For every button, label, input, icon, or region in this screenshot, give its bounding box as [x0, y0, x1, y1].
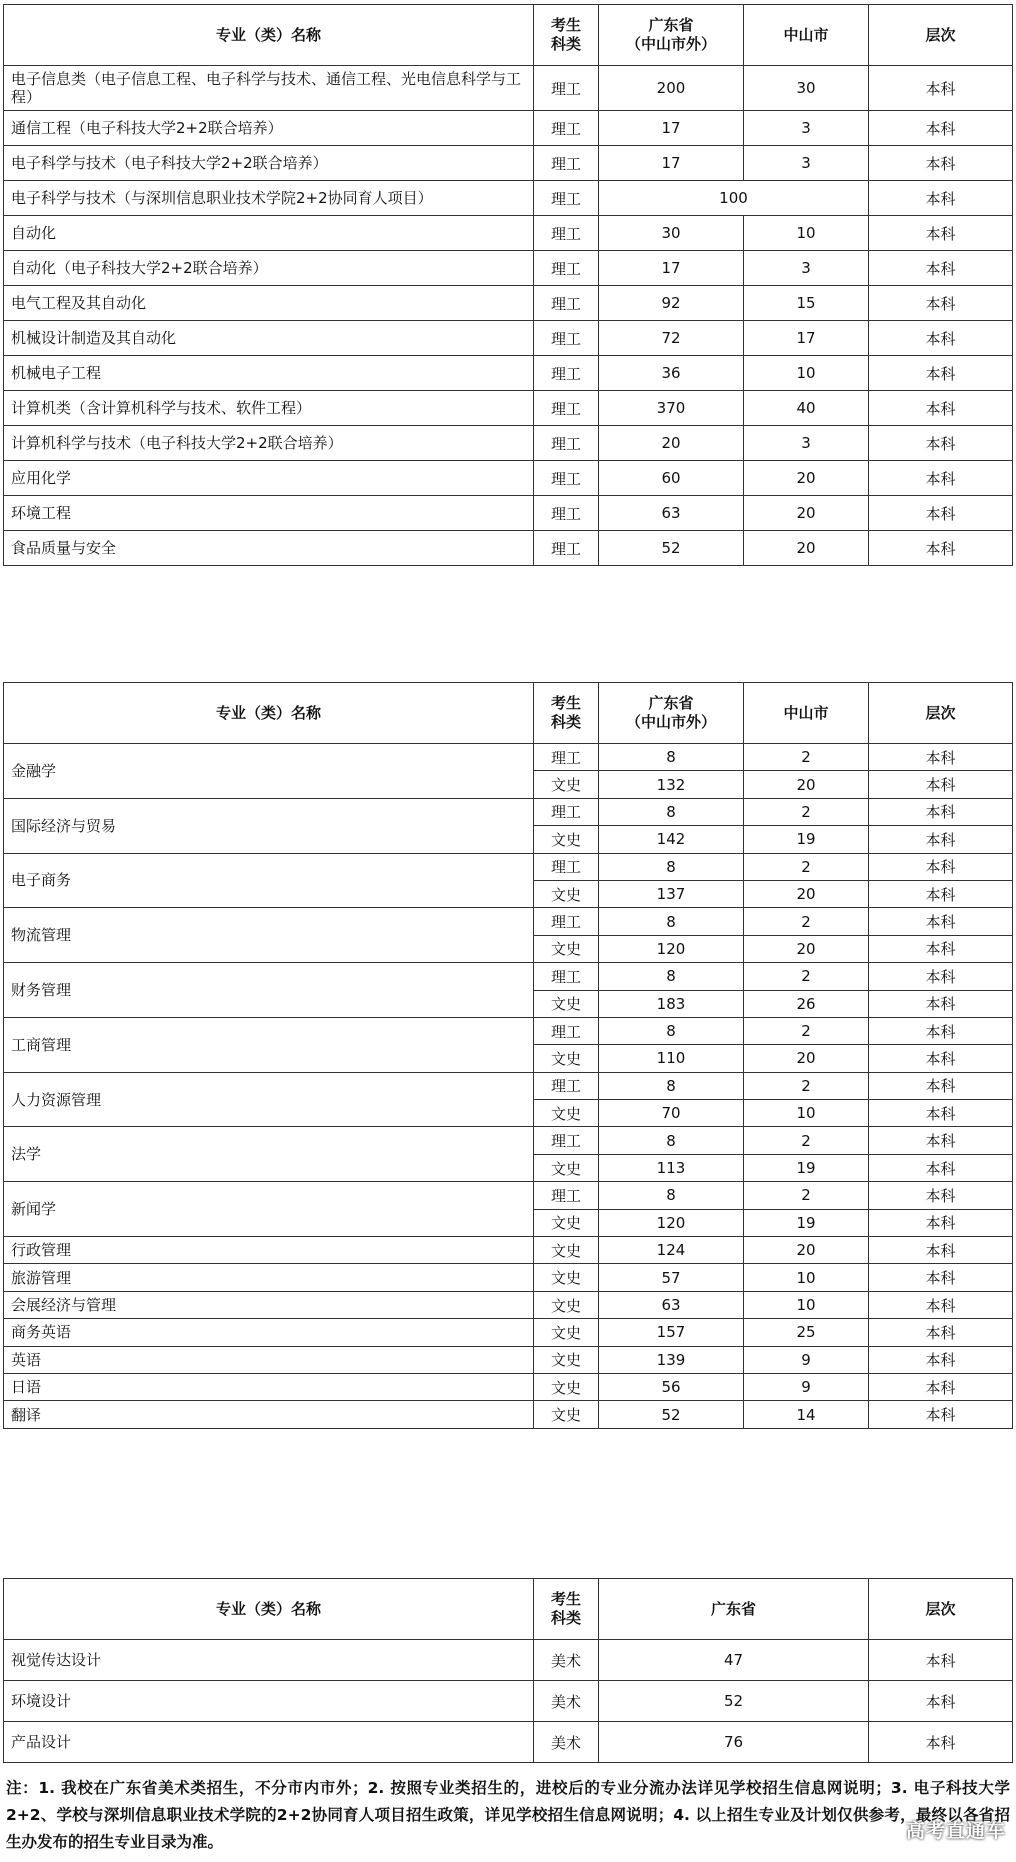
guangdong-quota: 30 [599, 216, 744, 251]
education-level: 本科 [869, 356, 1013, 391]
zhongshan-quota: 2 [744, 798, 869, 825]
subject-category: 文史 [534, 1264, 599, 1291]
subject-category: 文史 [534, 826, 599, 853]
zhongshan-quota: 2 [744, 744, 869, 771]
education-level: 本科 [869, 1373, 1013, 1400]
table-row [4, 426, 1013, 461]
education-level: 本科 [869, 1182, 1013, 1209]
major-name: 新闻学 [4, 1182, 534, 1237]
education-level: 本科 [869, 935, 1013, 962]
header-subject: 考生 科类 [534, 1579, 599, 1640]
education-level: 本科 [869, 1319, 1013, 1346]
table-row [4, 66, 1013, 111]
table-row [4, 1373, 1013, 1400]
subject-category: 理工 [534, 426, 599, 461]
subject-category: 理工 [534, 321, 599, 356]
education-level: 本科 [869, 1640, 1013, 1681]
guangdong-quota: 47 [599, 1640, 869, 1681]
major-name: 电子商务 [4, 853, 534, 908]
guangdong-quota: 36 [599, 356, 744, 391]
education-level: 本科 [869, 181, 1013, 216]
major-name: 计算机科学与技术（电子科技大学2+2联合培养） [4, 426, 534, 461]
zhongshan-quota: 10 [744, 216, 869, 251]
subject-category: 文史 [534, 1045, 599, 1072]
education-level: 本科 [869, 771, 1013, 798]
subject-category: 理工 [534, 798, 599, 825]
guangdong-quota: 370 [599, 391, 744, 426]
table-row [4, 1319, 1013, 1346]
education-level: 本科 [869, 1045, 1013, 1072]
guangdong-quota: 52 [599, 1401, 744, 1428]
major-name: 行政管理 [4, 1237, 534, 1264]
table-row [4, 496, 1013, 531]
major-name: 产品设计 [4, 1722, 534, 1763]
guangdong-quota: 8 [599, 1072, 744, 1099]
education-level: 本科 [869, 1401, 1013, 1428]
zhongshan-quota: 2 [744, 853, 869, 880]
education-level: 本科 [869, 908, 1013, 935]
subject-category: 理工 [534, 531, 599, 566]
education-level: 本科 [869, 1237, 1013, 1264]
guangdong-quota: 8 [599, 853, 744, 880]
major-name: 日语 [4, 1373, 534, 1400]
subject-category: 理工 [534, 286, 599, 321]
table-row [4, 798, 1013, 825]
header-name: 专业（类）名称 [4, 683, 534, 744]
education-level: 本科 [869, 391, 1013, 426]
table-row [4, 908, 1013, 935]
zhongshan-quota: 20 [744, 1237, 869, 1264]
guangdong-quota: 132 [599, 771, 744, 798]
header-zhongshan: 中山市 [744, 5, 869, 66]
major-name: 金融学 [4, 744, 534, 799]
subject-category: 文史 [534, 1346, 599, 1373]
major-name: 自动化 [4, 216, 534, 251]
guangdong-quota: 63 [599, 1291, 744, 1318]
guangdong-quota: 52 [599, 1681, 869, 1722]
education-level: 本科 [869, 963, 1013, 990]
major-name: 电子科学与技术（与深圳信息职业技术学院2+2协同育人项目） [4, 181, 534, 216]
zhongshan-quota: 9 [744, 1346, 869, 1373]
header-name: 专业（类）名称 [4, 5, 534, 66]
subject-category: 文史 [534, 1209, 599, 1236]
zhongshan-quota: 20 [744, 771, 869, 798]
subject-category: 文史 [534, 1319, 599, 1346]
subject-category: 理工 [534, 853, 599, 880]
header-subject: 考生 科类 [534, 683, 599, 744]
education-level: 本科 [869, 880, 1013, 907]
guangdong-quota: 60 [599, 461, 744, 496]
subject-category: 美术 [534, 1681, 599, 1722]
zhongshan-quota: 2 [744, 1072, 869, 1099]
table-row [4, 321, 1013, 356]
header-level: 层次 [869, 5, 1013, 66]
header-guangdong: 广东省 （中山市外） [599, 5, 744, 66]
subject-category: 文史 [534, 880, 599, 907]
table-header-row [4, 683, 1013, 744]
education-level: 本科 [869, 1127, 1013, 1154]
zhongshan-quota: 17 [744, 321, 869, 356]
education-level: 本科 [869, 146, 1013, 181]
education-level: 本科 [869, 744, 1013, 771]
header-zhongshan: 中山市 [744, 683, 869, 744]
education-level: 本科 [869, 1291, 1013, 1318]
guangdong-quota: 120 [599, 1209, 744, 1236]
guangdong-quota: 63 [599, 496, 744, 531]
guangdong-quota: 8 [599, 1127, 744, 1154]
major-name: 计算机类（含计算机科学与技术、软件工程） [4, 391, 534, 426]
header-guangdong: 广东省 （中山市外） [599, 683, 744, 744]
header-guangdong: 广东省 [599, 1579, 869, 1640]
subject-category: 理工 [534, 1127, 599, 1154]
zhongshan-quota: 9 [744, 1373, 869, 1400]
table-row [4, 391, 1013, 426]
education-level: 本科 [869, 1209, 1013, 1236]
table-row [4, 963, 1013, 990]
table-row [4, 744, 1013, 771]
zhongshan-quota: 2 [744, 1182, 869, 1209]
enrollment-table-science [3, 4, 1013, 566]
guangdong-quota: 8 [599, 963, 744, 990]
education-level: 本科 [869, 426, 1013, 461]
table-row [4, 181, 1013, 216]
guangdong-quota: 183 [599, 990, 744, 1017]
subject-category: 理工 [534, 356, 599, 391]
education-level: 本科 [869, 461, 1013, 496]
guangdong-quota: 8 [599, 798, 744, 825]
combined-quota: 100 [599, 181, 869, 216]
zhongshan-quota: 30 [744, 66, 869, 111]
guangdong-quota: 76 [599, 1722, 869, 1763]
guangdong-quota: 70 [599, 1100, 744, 1127]
table-row [4, 1264, 1013, 1291]
education-level: 本科 [869, 1346, 1013, 1373]
education-level: 本科 [869, 1072, 1013, 1099]
subject-category: 文史 [534, 1401, 599, 1428]
zhongshan-quota: 20 [744, 461, 869, 496]
subject-category: 文史 [534, 990, 599, 1017]
header-subject: 考生 科类 [534, 5, 599, 66]
guangdong-quota: 113 [599, 1154, 744, 1181]
education-level: 本科 [869, 1154, 1013, 1181]
guangdong-quota: 110 [599, 1045, 744, 1072]
subject-category: 理工 [534, 181, 599, 216]
guangdong-quota: 72 [599, 321, 744, 356]
subject-category: 理工 [534, 216, 599, 251]
guangdong-quota: 200 [599, 66, 744, 111]
enrollment-table-art [3, 1578, 1013, 1763]
subject-category: 理工 [534, 1017, 599, 1044]
guangdong-quota: 139 [599, 1346, 744, 1373]
guangdong-quota: 20 [599, 426, 744, 461]
zhongshan-quota: 19 [744, 1209, 869, 1236]
guangdong-quota: 17 [599, 111, 744, 146]
table-row [4, 853, 1013, 880]
zhongshan-quota: 15 [744, 286, 869, 321]
subject-category: 文史 [534, 1154, 599, 1181]
education-level: 本科 [869, 321, 1013, 356]
zhongshan-quota: 10 [744, 1264, 869, 1291]
zhongshan-quota: 2 [744, 963, 869, 990]
subject-category: 文史 [534, 1100, 599, 1127]
zhongshan-quota: 25 [744, 1319, 869, 1346]
table-row [4, 1182, 1013, 1209]
header-level: 层次 [869, 1579, 1013, 1640]
zhongshan-quota: 3 [744, 426, 869, 461]
major-name: 环境设计 [4, 1681, 534, 1722]
major-name: 机械电子工程 [4, 356, 534, 391]
zhongshan-quota: 40 [744, 391, 869, 426]
subject-category: 理工 [534, 461, 599, 496]
guangdong-quota: 52 [599, 531, 744, 566]
major-name: 视觉传达设计 [4, 1640, 534, 1681]
education-level: 本科 [869, 1264, 1013, 1291]
table-row [4, 111, 1013, 146]
major-name: 电气工程及其自动化 [4, 286, 534, 321]
header-name: 专业（类）名称 [4, 1579, 534, 1640]
subject-category: 理工 [534, 1072, 599, 1099]
education-level: 本科 [869, 496, 1013, 531]
table-row [4, 461, 1013, 496]
table-header-row [4, 1579, 1013, 1640]
major-name: 商务英语 [4, 1319, 534, 1346]
subject-category: 理工 [534, 111, 599, 146]
subject-category: 文史 [534, 1237, 599, 1264]
guangdong-quota: 8 [599, 744, 744, 771]
table-row [4, 531, 1013, 566]
zhongshan-quota: 20 [744, 880, 869, 907]
education-level: 本科 [869, 1100, 1013, 1127]
zhongshan-quota: 2 [744, 1127, 869, 1154]
subject-category: 文史 [534, 1373, 599, 1400]
subject-category: 理工 [534, 963, 599, 990]
table-row [4, 1017, 1013, 1044]
zhongshan-quota: 20 [744, 1045, 869, 1072]
guangdong-quota: 120 [599, 935, 744, 962]
zhongshan-quota: 10 [744, 1100, 869, 1127]
education-level: 本科 [869, 1017, 1013, 1044]
education-level: 本科 [869, 251, 1013, 286]
zhongshan-quota: 3 [744, 251, 869, 286]
guangdong-quota: 57 [599, 1264, 744, 1291]
subject-category: 理工 [534, 66, 599, 111]
table-row [4, 1291, 1013, 1318]
table-row [4, 1640, 1013, 1681]
subject-category: 文史 [534, 1291, 599, 1318]
zhongshan-quota: 10 [744, 356, 869, 391]
major-name: 应用化学 [4, 461, 534, 496]
education-level: 本科 [869, 990, 1013, 1017]
table-header-row [4, 5, 1013, 66]
table-row [4, 356, 1013, 391]
zhongshan-quota: 2 [744, 908, 869, 935]
major-name: 食品质量与安全 [4, 531, 534, 566]
education-level: 本科 [869, 826, 1013, 853]
major-name: 法学 [4, 1127, 534, 1182]
zhongshan-quota: 26 [744, 990, 869, 1017]
subject-category: 理工 [534, 146, 599, 181]
zhongshan-quota: 3 [744, 111, 869, 146]
subject-category: 美术 [534, 1640, 599, 1681]
education-level: 本科 [869, 531, 1013, 566]
zhongshan-quota: 19 [744, 1154, 869, 1181]
education-level: 本科 [869, 853, 1013, 880]
education-level: 本科 [869, 216, 1013, 251]
major-name: 英语 [4, 1346, 534, 1373]
table-row [4, 1127, 1013, 1154]
major-name: 人力资源管理 [4, 1072, 534, 1127]
watermark: 高考直通车 [905, 1820, 1006, 1842]
subject-category: 文史 [534, 935, 599, 962]
zhongshan-quota: 10 [744, 1291, 869, 1318]
major-name: 机械设计制造及其自动化 [4, 321, 534, 356]
table-row [4, 1072, 1013, 1099]
education-level: 本科 [869, 286, 1013, 321]
subject-category: 文史 [534, 771, 599, 798]
major-name: 国际经济与贸易 [4, 798, 534, 853]
zhongshan-quota: 20 [744, 935, 869, 962]
table-row [4, 1237, 1013, 1264]
education-level: 本科 [869, 111, 1013, 146]
major-name: 通信工程（电子科技大学2+2联合培养） [4, 111, 534, 146]
table-row [4, 286, 1013, 321]
zhongshan-quota: 20 [744, 496, 869, 531]
major-name: 电子科学与技术（电子科技大学2+2联合培养） [4, 146, 534, 181]
education-level: 本科 [869, 1681, 1013, 1722]
education-level: 本科 [869, 1722, 1013, 1763]
header-level: 层次 [869, 683, 1013, 744]
major-name: 环境工程 [4, 496, 534, 531]
guangdong-quota: 8 [599, 908, 744, 935]
education-level: 本科 [869, 66, 1013, 111]
guangdong-quota: 17 [599, 251, 744, 286]
table-row [4, 146, 1013, 181]
guangdong-quota: 92 [599, 286, 744, 321]
guangdong-quota: 157 [599, 1319, 744, 1346]
table-row [4, 1401, 1013, 1428]
major-name: 财务管理 [4, 963, 534, 1018]
guangdong-quota: 8 [599, 1017, 744, 1044]
table-row [4, 1681, 1013, 1722]
major-name: 翻译 [4, 1401, 534, 1428]
major-name: 旅游管理 [4, 1264, 534, 1291]
zhongshan-quota: 14 [744, 1401, 869, 1428]
footnote: 注：1. 我校在广东省美术类招生，不分市内市外；2. 按照专业类招生的，进校后的专业分流办法详见学校招生信息网说明；3. 电子科技大学2+2、学校与深圳信息职业技术学院的2+2协同育人项目招生政策，详见学校招生信息网说明；4. 以上招生专业及计划仅供参考，最终以各省招生办发布的招生专业目录为准。 [6, 1779, 1010, 1852]
subject-category: 理工 [534, 391, 599, 426]
guangdong-quota: 124 [599, 1237, 744, 1264]
guangdong-quota: 142 [599, 826, 744, 853]
subject-category: 理工 [534, 908, 599, 935]
major-name: 自动化（电子科技大学2+2联合培养） [4, 251, 534, 286]
table-row [4, 216, 1013, 251]
guangdong-quota: 17 [599, 146, 744, 181]
major-name: 工商管理 [4, 1017, 534, 1072]
zhongshan-quota: 2 [744, 1017, 869, 1044]
guangdong-quota: 8 [599, 1182, 744, 1209]
subject-category: 理工 [534, 496, 599, 531]
zhongshan-quota: 20 [744, 531, 869, 566]
education-level: 本科 [869, 798, 1013, 825]
guangdong-quota: 56 [599, 1373, 744, 1400]
table-row [4, 1722, 1013, 1763]
subject-category: 理工 [534, 744, 599, 771]
major-name: 电子信息类（电子信息工程、电子科学与技术、通信工程、光电信息科学与工程） [4, 66, 534, 111]
subject-category: 美术 [534, 1722, 599, 1763]
table-row [4, 251, 1013, 286]
guangdong-quota: 137 [599, 880, 744, 907]
zhongshan-quota: 19 [744, 826, 869, 853]
major-name: 会展经济与管理 [4, 1291, 534, 1318]
major-name: 物流管理 [4, 908, 534, 963]
zhongshan-quota: 3 [744, 146, 869, 181]
subject-category: 理工 [534, 1182, 599, 1209]
enrollment-table-liberal [3, 682, 1013, 1429]
table-row [4, 1346, 1013, 1373]
subject-category: 理工 [534, 251, 599, 286]
